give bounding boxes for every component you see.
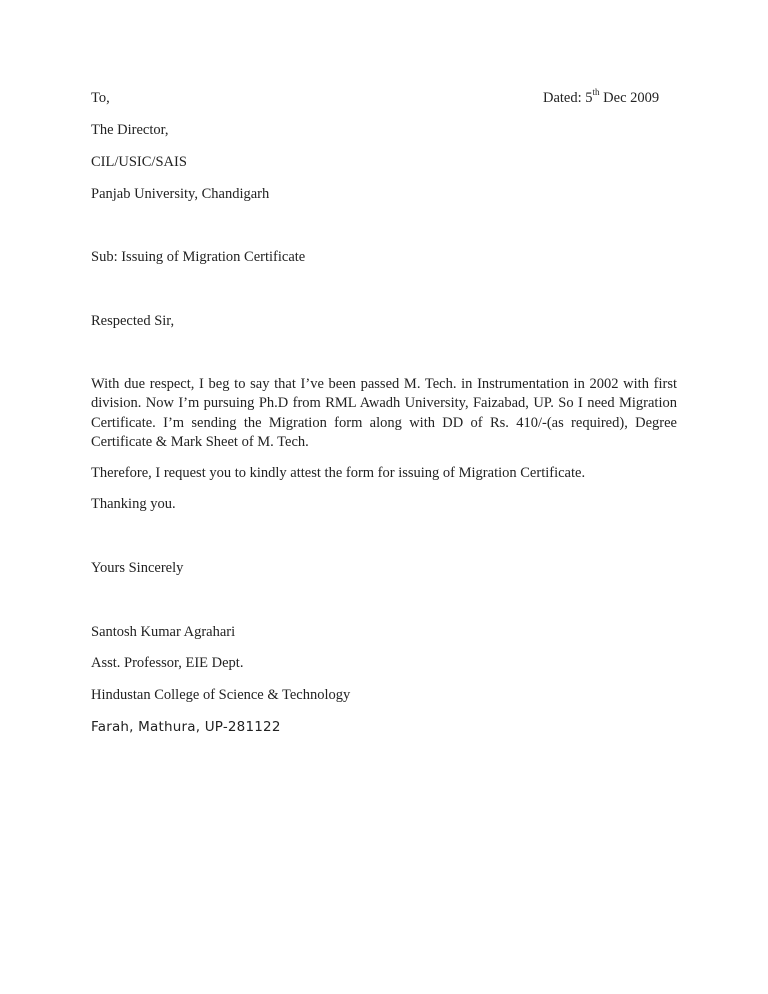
salutation-to: To, — [91, 90, 110, 106]
date-prefix: Dated: 5 — [543, 90, 593, 106]
recipient-title: The Director, — [91, 122, 169, 138]
date-superscript: th — [592, 87, 600, 98]
request-paragraph: Therefore, I request you to kindly attest the form for issuing of Migration Certificate. — [91, 465, 586, 481]
letter-date — [543, 89, 659, 107]
sender-designation: Asst. Professor, EIE Dept. — [91, 655, 244, 671]
greeting: Respected Sir, — [91, 313, 175, 329]
sender-college: Hindustan College of Science & Technology — [91, 687, 351, 703]
subject-line: Sub: Issuing of Migration Certificate — [91, 249, 306, 265]
sender-address: Farah, Mathura, UP-281122 — [91, 719, 281, 735]
date-suffix: Dec 2009 — [599, 90, 660, 106]
recipient-university: Panjab University, Chandigarh — [91, 186, 270, 202]
thanks-line: Thanking you. — [91, 496, 176, 512]
body-paragraph: With due respect, I beg to say that I’ve been passed M. Tech. in Instrumentation in 2002 with first division. Now I’m pursuing Ph.D from RML Awadh University, Faizabad, UP. So I need Migration Certificate. I’m sending the Migration form along with DD of Rs. 410/-(as required), Degree Certificate & Mark Sheet of M. Tech. — [91, 376, 677, 450]
sender-name: Santosh Kumar Agrahari — [91, 624, 236, 640]
recipient-office: CIL/USIC/SAIS — [91, 154, 187, 170]
closing-line: Yours Sincerely — [91, 560, 184, 576]
